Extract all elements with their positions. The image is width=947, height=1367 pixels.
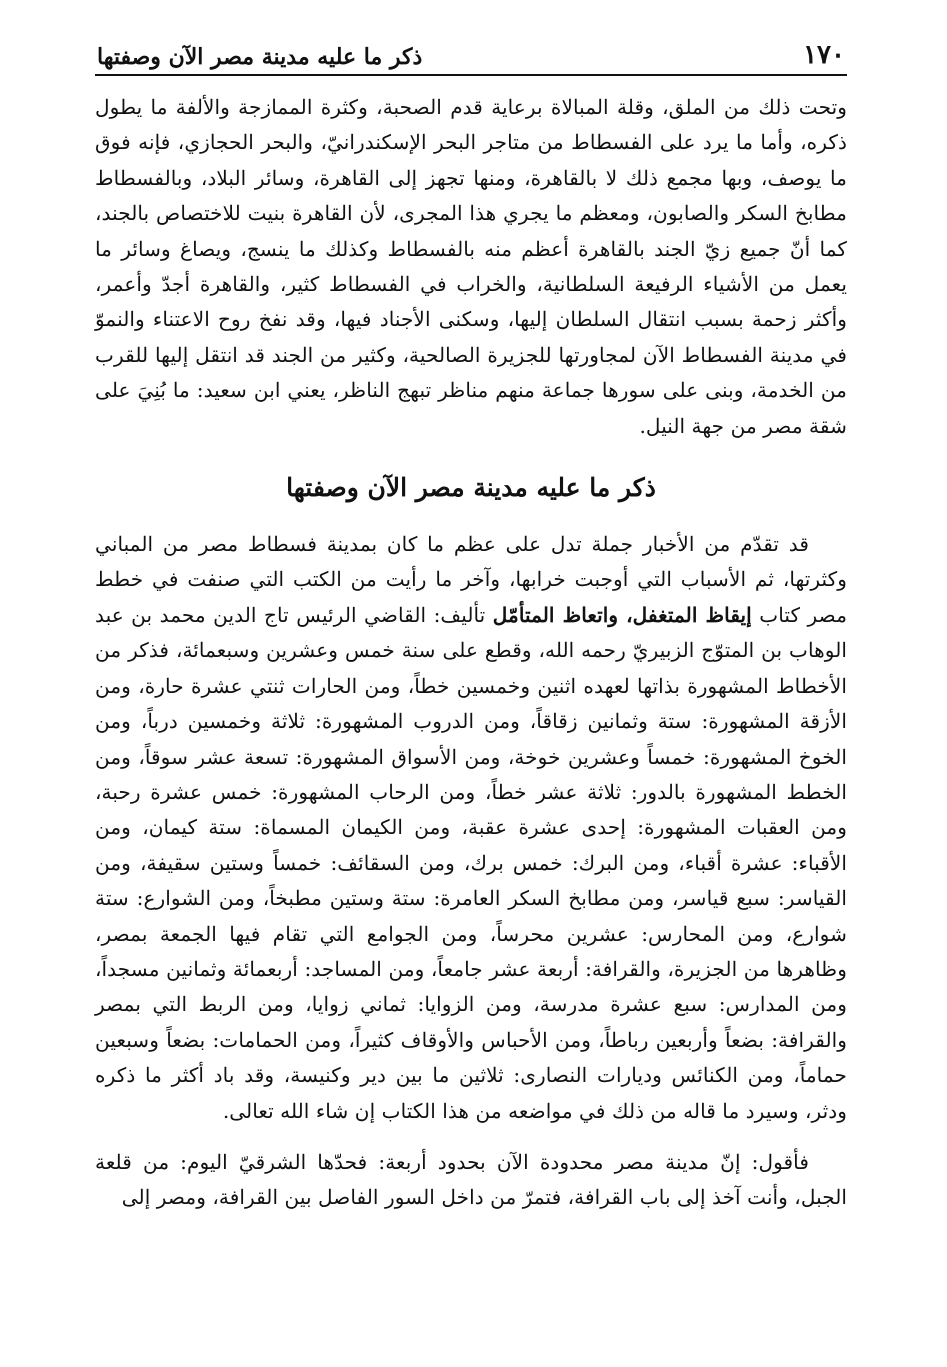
- continued-paragraph: وتحت ذلك من الملق، وقلة المبالاة برعاية قدم الصحبة، وكثرة الممازجة والألفة ما يطول ذكره، وأما ما يرد على الفسطاط من متاجر البحر الإسكندرانيّ، والبحر الحجازي، فإنه فوق ما يوصف، وبها مجمع ذلك لا بالقاهرة، ومنها تجهز إلى القاهرة، وسائر البلاد، وبالفسطاط مطابخ السكر والصابون، ومعظم ما يجري هذا المجرى، لأن القاهرة بنيت للاختصاص بالجند، كما أنّ جميع زيّ الجند بالقاهرة أعظم منه بالفسطاط وكذلك ما ينسج، ويصاغ وسائر ما يعمل من الأشياء الرفيعة السلطانية، والخراب في الفسطاط كثير، والقاهرة أجدّ وأعمر، وأكثر زحمة بسبب انتقال السلطان إليها، وسكنى الأجناد فيها، وقد نفخ روح الاعتناء والنموّ في مدينة الفسطاط الآن لمجاورتها للجزيرة الصالحية، وكثير من الجند قد انتقل إليها للقرب من الخدمة، وبنى على سورها جماعة منهم مناظر تبهج الناظر، يعني ابن سعيد: ما بُنِيَ على شقة مصر من جهة النيل.: [95, 95, 847, 438]
- page-number: ١٧٠: [803, 40, 845, 70]
- running-head: [95, 28, 847, 76]
- paragraph-text-after-title: تأليف: القاضي الرئيس تاج الدين محمد بن عبد الوهاب بن المتوّج الزبيريّ رحمه الله، وقطع على سنة خمس وعشرين وسبعمائة، فذكر من الأخطاط المشهورة بذاتها لعهده اثنين وخمسين خطاً، ومن الحارات ثنتي عشرة حارة، ومن الأزقة المشهورة: ستة وثمانين زقاقاً، ومن الدروب المشهورة: ثلاثة وخمسين درباً، ومن الخوخ المشهورة: خمساً وعشرين خوخة، ومن الأسواق المشهورة: تسعة عشر سوقاً، ومن الخطط المشهورة بالدور: ثلاثة عشر خطاً، ومن الرحاب المشهورة: خمس عشرة رحبة، ومن العقبات المشهورة: إحدى عشرة عقبة، ومن الكيمان المسماة: ستة كيمان، ومن الأقباء: عشرة أقباء، ومن البرك: خمس برك، ومن السقائف: خمساً وستين سقيفة، ومن القياسر: سبع قياسر، ومن مطابخ السكر العامرة: ستة وستين مطبخاً، ومن الشوارع: ستة شوارع، ومن المحارس: عشرين محرساً، ومن الجوامع التي تقام فيها الجمعة بمصر، وظاهرها من الجزيرة، والقرافة: أربعة عشر جامعاً، ومن المساجد: أربعمائة وثمانين مسجداً، ومن المدارس: سبع عشرة مدرسة، ومن الزوايا: ثماني زوايا، ومن الربط التي بمصر والقرافة: بضعاً وأربعين رباطاً، ومن الأحباس والأوقاف كثيراً، ومن الحمامات: بضعاً وسبعين حماماً، ومن الكنائس وديارات النصارى: ثلاثين ما بين دير وكنيسة، وقد باد أكثر ما ذكره ودثر، وسيرد ما قاله من ذلك في مواضعه من هذا الكتاب إن شاء الله تعالى.: [95, 602, 847, 1123]
- running-title: ذكر ما عليه مدينة مصر الآن وصفتها: [97, 44, 423, 70]
- section-paragraph-2: فأقول: إنّ مدينة مصر محدودة الآن بحدود أربعة: فحدّها الشرقيّ اليوم: من قلعة الجبل، وأنت آخذ إلى باب القرافة، فتمرّ من داخل السور الفاصل بين القرافة، ومصر إلى: [95, 1149, 847, 1210]
- book-page: [95, 28, 847, 1216]
- section-paragraph-1: [95, 527, 847, 1129]
- book-title: إيقاظ المتغفل، واتعاظ المتأمّل: [492, 602, 752, 627]
- paragraph-text-before-title: قد تقدّم من الأخبار جملة تدل على عظم ما كان بمدينة فسطاط مصر من المباني وكثرتها، ثم الأسباب التي أوجبت خرابها، وآخر ما رأيت من الكتب التي صنفت في خطط مصر كتاب: [95, 532, 848, 627]
- section-heading: ذكر ما عليه مدينة مصر الآن وصفتها: [286, 473, 656, 503]
